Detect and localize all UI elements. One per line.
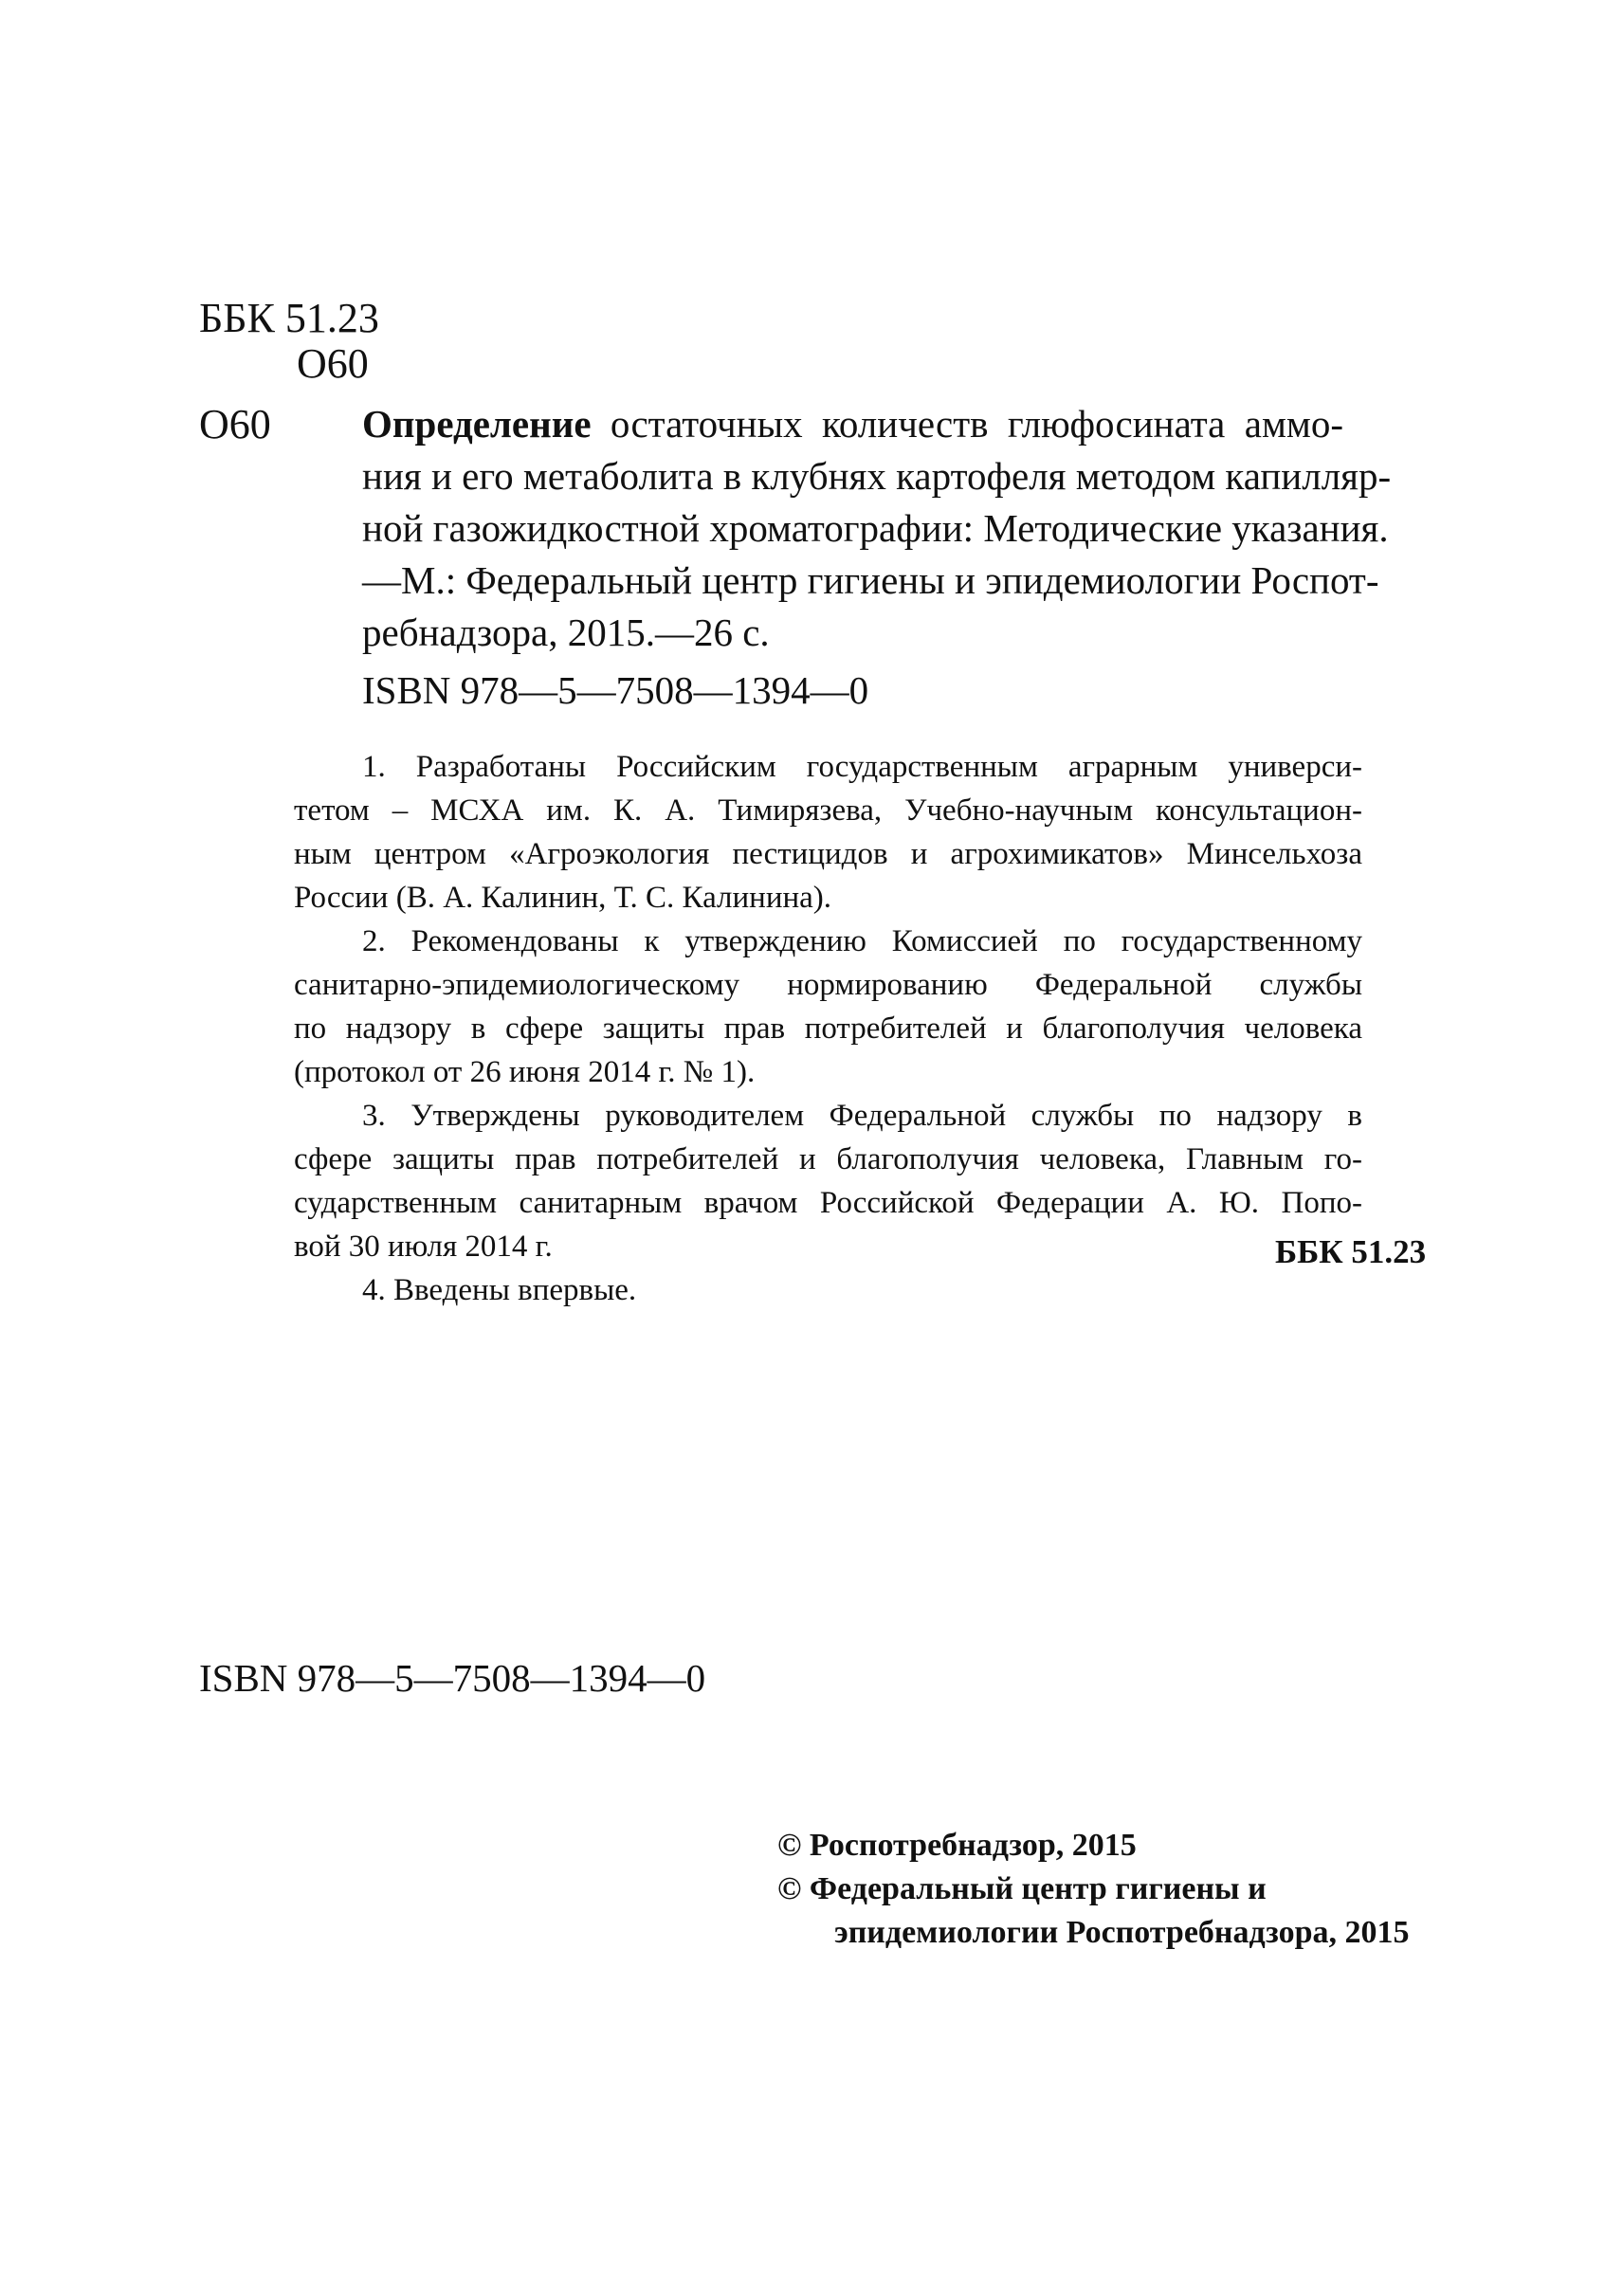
note-line: по надзору в сфере защиты прав потребителей и благополучия человека [294,1011,1362,1046]
copyright-line: эпидемиологии Роспотребнадзора, 2015 [834,1915,1410,1950]
note-line: санитарно-эпидемиологическому нормированию Федеральной службы [294,968,1362,1002]
note-line: России (В. А. Калинин, Т. С. Калинина). [294,881,832,915]
note-line: ным центром «Агроэкология пестицидов и агрохимикатов» Минсельхоза [294,837,1362,871]
note-line: тетом – МСХА им. К. А. Тимирязева, Учебно-научным консультацион- [294,793,1362,828]
bbk-code-bottom: ББК 51.23 [1275,1233,1427,1270]
entry-title-word: Определение [362,402,592,446]
note-line: вой 30 июля 2014 г. [294,1230,553,1264]
note-line: 4. Введены впервые. [362,1273,637,1307]
entry-line: ния и его метаболита в клубнях картофеля методом капилляр- [362,454,1392,498]
note-line: 2. Рекомендованы к утверждению Комиссией по государственному [362,924,1362,958]
entry-author-mark: О60 [199,401,271,447]
copyright-block [777,1824,1410,1955]
entry-line-text: остаточных количеств глюфосината аммо- [591,402,1343,446]
note-line: 3. Утверждены руководителем Федеральной службы по надзору в [362,1099,1362,1133]
copyright-line: © Федеральный центр гигиены и [777,1871,1267,1906]
entry-line: ребнадзора, 2015.—26 с. [362,610,770,654]
publication-notes [294,745,1362,1312]
copyright-line: © Роспотребнадзор, 2015 [777,1828,1137,1863]
entry-line [362,398,1343,450]
bbk-classification-code: ББК 51.23 [199,295,379,341]
isbn-bottom: ISBN 978—5—7508—1394—0 [199,1656,706,1700]
bibliographic-entry [362,398,1392,659]
note-line: сударственным санитарным врачом Российской Федерации А. Ю. Попо- [294,1186,1362,1220]
isbn-main: ISBN 978—5—7508—1394—0 [362,668,869,712]
note-line: сфере защиты прав потребителей и благополучия человека, Главным го- [294,1142,1362,1176]
note-line: 1. Разработаны Российским государственным аграрным универси- [362,750,1362,784]
entry-line: ной газожидкостной хроматографии: Методические указания. [362,506,1389,550]
entry-line: —М.: Федеральный центр гигиены и эпидемиологии Роспот- [362,558,1379,602]
author-mark-code: О60 [297,340,369,387]
note-line: (протокол от 26 июня 2014 г. № 1). [294,1055,756,1089]
